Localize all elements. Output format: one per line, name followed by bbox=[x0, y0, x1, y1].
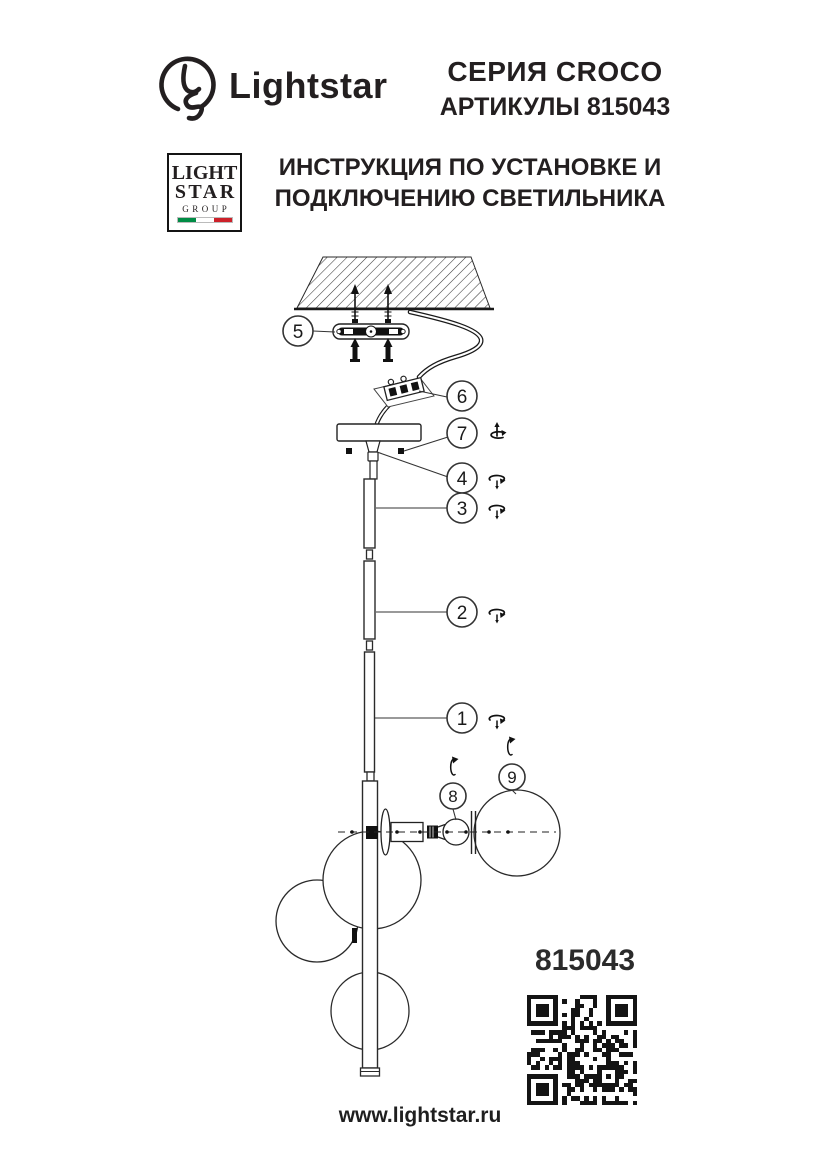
vertical-rotate-icon bbox=[451, 757, 459, 776]
callout-5 bbox=[283, 316, 335, 346]
website-url: www.lightstar.ru bbox=[338, 1104, 502, 1127]
screw-rotate-icon bbox=[489, 505, 505, 519]
canopy-plate bbox=[337, 424, 421, 479]
callout-9-number: 9 bbox=[507, 768, 517, 787]
rod-section-3 bbox=[364, 479, 375, 559]
callout-4 bbox=[377, 452, 506, 493]
glass-sphere-9 bbox=[474, 790, 560, 876]
callout-9 bbox=[499, 737, 525, 795]
callout-2-number: 2 bbox=[456, 603, 468, 624]
callout-5-number: 5 bbox=[292, 322, 304, 343]
vertical-rotate-icon bbox=[508, 737, 516, 756]
brand-wordmark: Lightstar bbox=[229, 65, 388, 106]
callout-3-number: 3 bbox=[456, 499, 468, 520]
instruction-line2: ПОДКЛЮЧЕНИЮ СВЕТИЛЬНИКА bbox=[274, 185, 666, 212]
screw-rotate-icon bbox=[489, 609, 505, 623]
pin-rotate-icon bbox=[491, 422, 506, 438]
callout-8-number: 8 bbox=[448, 787, 458, 806]
sphere-stem bbox=[352, 928, 357, 943]
screw-rotate-icon bbox=[489, 475, 505, 489]
terminal-block bbox=[374, 372, 434, 407]
bracket-screws bbox=[350, 338, 393, 362]
article-title: АРТИКУЛЫ 815043 bbox=[439, 93, 671, 121]
series-title: СЕРИЯ CROCO bbox=[447, 56, 663, 87]
callout-2 bbox=[376, 597, 506, 627]
rod-section-2 bbox=[364, 561, 375, 650]
ceiling-hatch bbox=[294, 257, 494, 309]
callout-8 bbox=[440, 757, 466, 821]
screw-icon bbox=[383, 338, 393, 362]
callout-4-number: 4 bbox=[456, 469, 468, 490]
callout-6-number: 6 bbox=[456, 387, 468, 408]
screw-rotate-icon bbox=[489, 715, 505, 729]
article-number: 815043 bbox=[534, 944, 636, 977]
rod-section-1 bbox=[365, 652, 375, 781]
badge-light: LIGHT bbox=[171, 162, 238, 184]
callout-3 bbox=[376, 493, 506, 523]
mounting-bracket bbox=[333, 324, 409, 339]
badge-group: GROUP bbox=[182, 204, 231, 214]
screw-icon bbox=[350, 338, 360, 362]
qr-code bbox=[527, 995, 637, 1105]
fixture-spheres bbox=[276, 831, 421, 1050]
badge-star: STAR bbox=[174, 181, 237, 203]
callout-7-number: 7 bbox=[456, 424, 468, 445]
callout-1 bbox=[375, 703, 506, 733]
central-tube bbox=[361, 781, 380, 1076]
instruction-line1: ИНСТРУКЦИЯ ПО УСТАНОВКЕ И bbox=[278, 154, 662, 181]
callout-1-number: 1 bbox=[456, 709, 468, 730]
